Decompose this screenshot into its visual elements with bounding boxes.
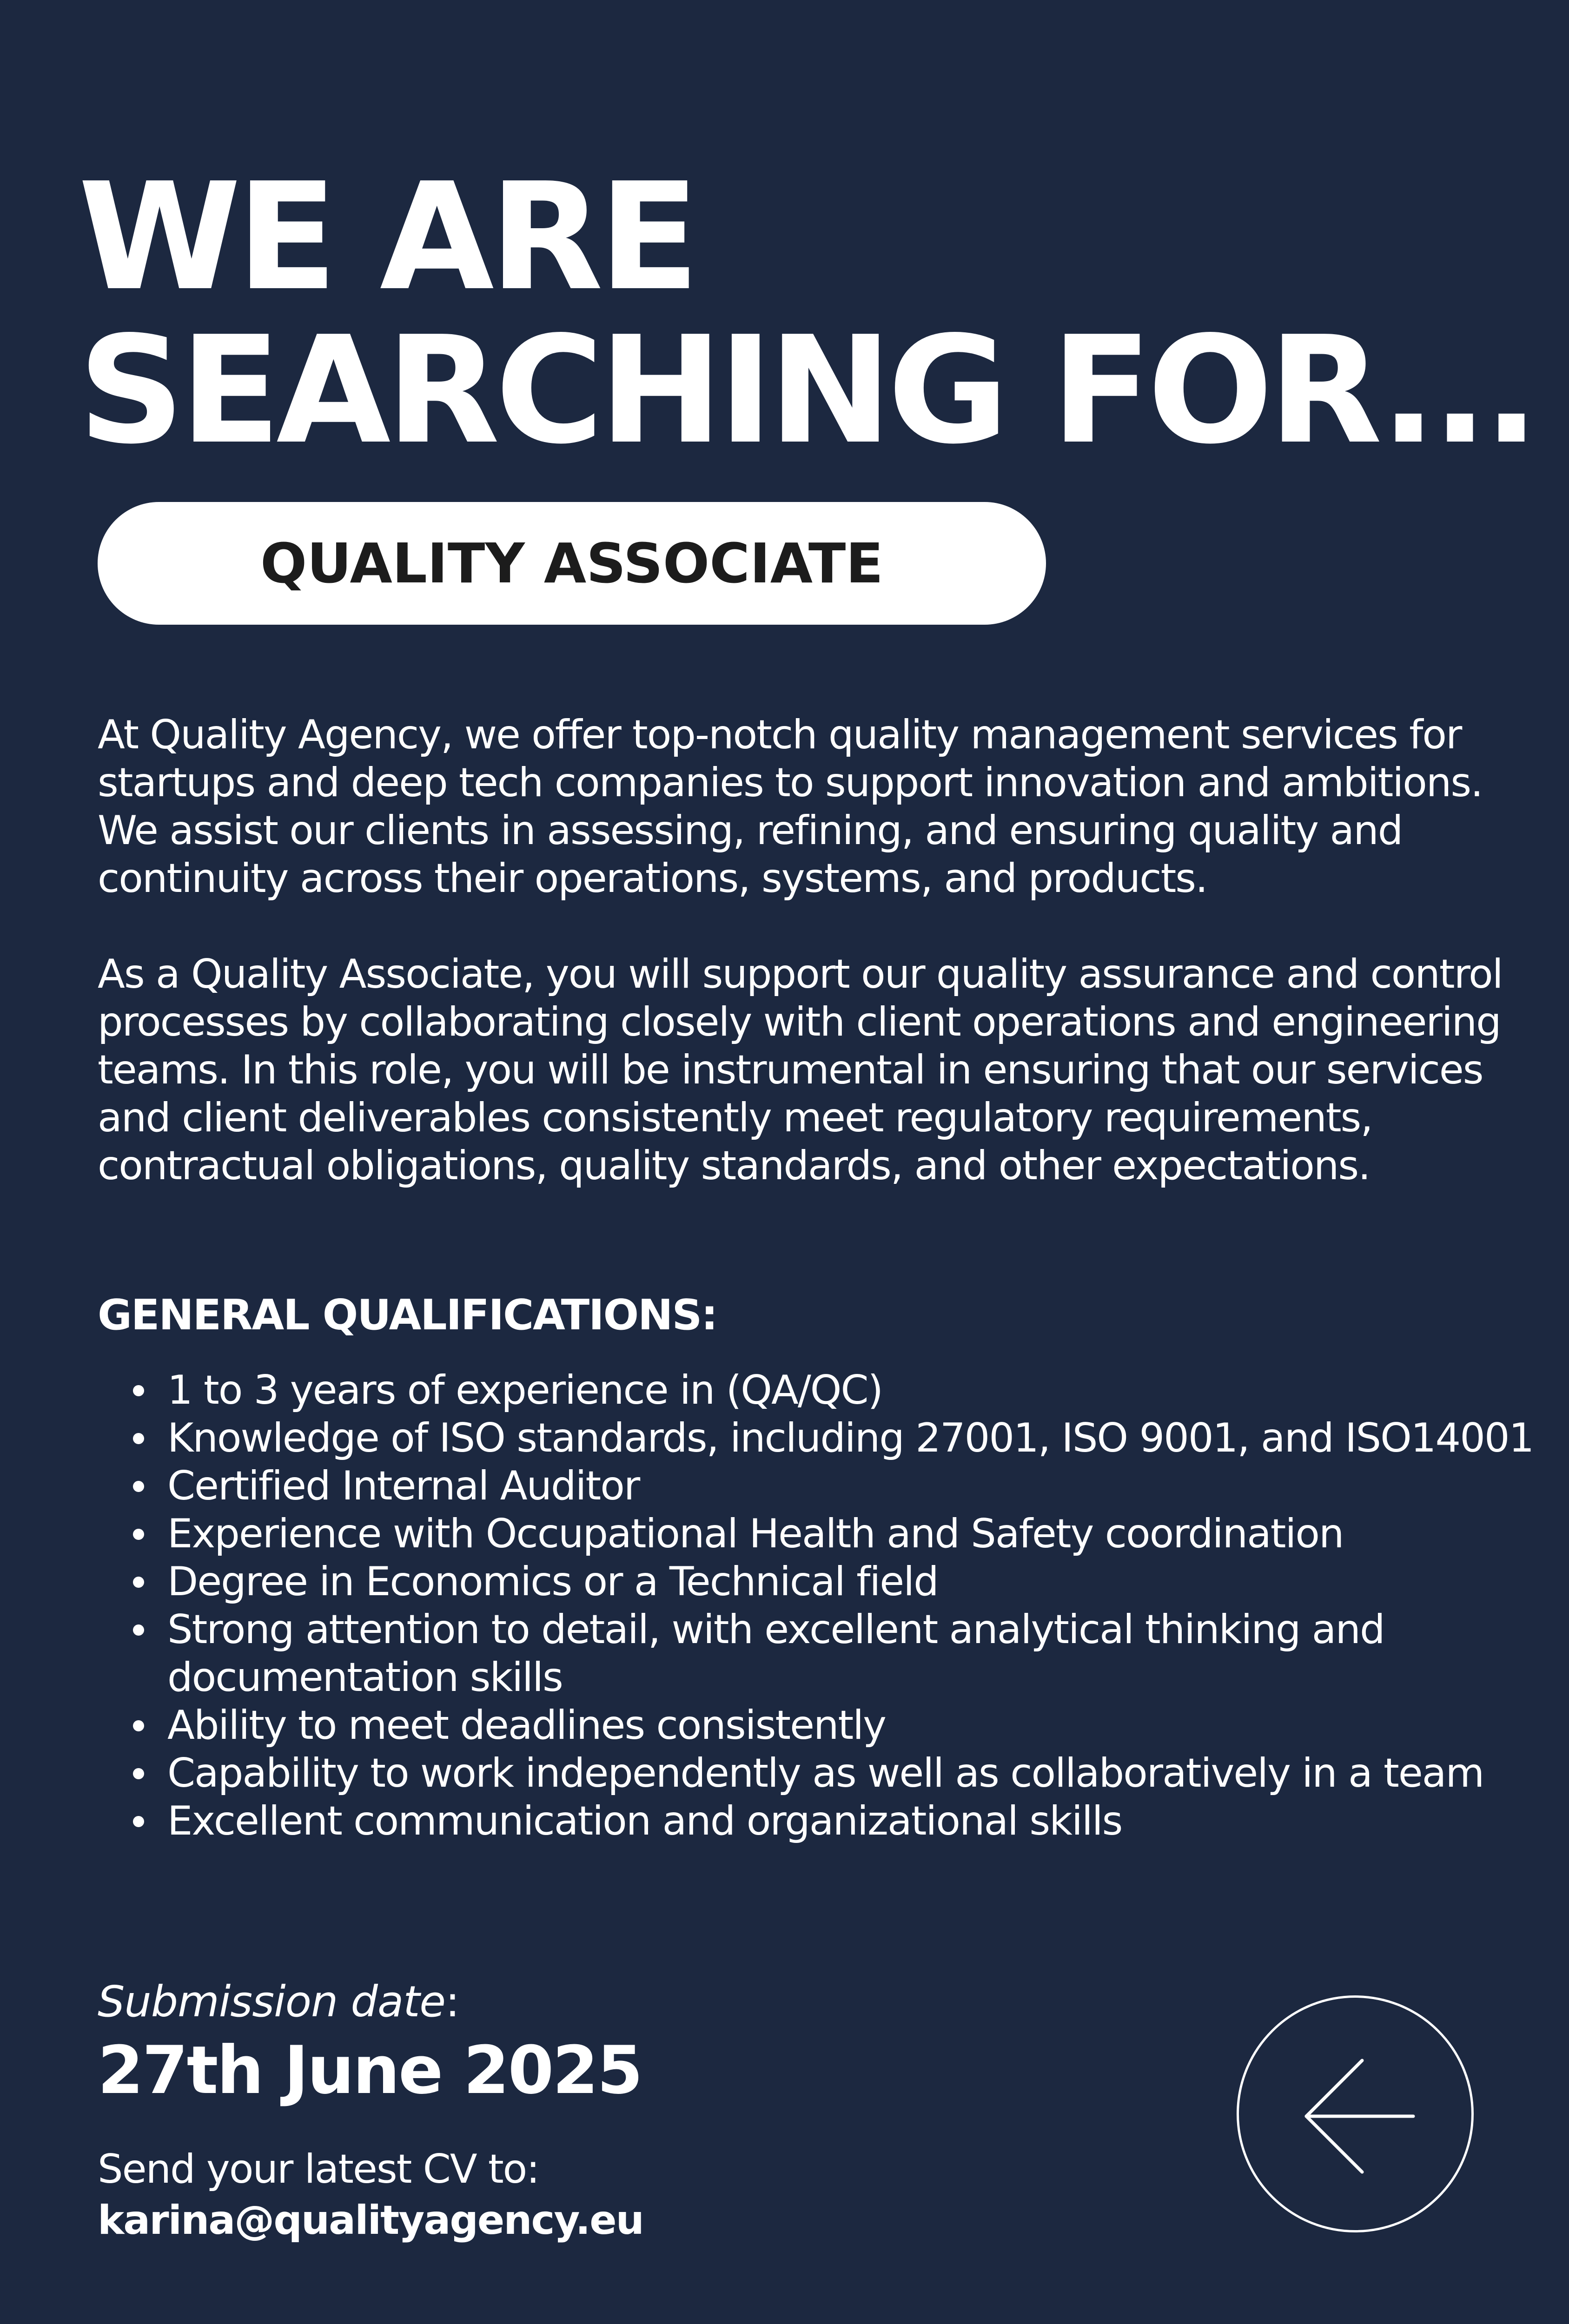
- submission-date: 27th June 2025: [98, 2032, 642, 2109]
- intro-paragraph-2: As a Quality Associate, you will support our quality assurance and control processes by collaborating closely with client operations and engineering teams. In this role, you will be instrumental in ensuring that our services and client deliverables consistently meet regulatory requirements, contractual obligations, quality standards, and other expectations.: [98, 951, 1503, 1189]
- qa-logo-graphic: [74, 2319, 800, 2324]
- headline-line-2: SEARCHING FOR...: [78, 304, 1535, 476]
- qa-logo: [74, 2319, 800, 2324]
- list-item: 1 to 3 years of experience in (QA/QC): [98, 1367, 1553, 1414]
- contact-email-link[interactable]: karina@qualityagency.eu: [98, 2197, 643, 2244]
- list-item: Strong attention to detail, with excellent analytical thinking and documentation skills: [98, 1606, 1553, 1702]
- qualifications-list: [98, 1367, 1553, 1845]
- arrow-button[interactable]: [1237, 1995, 1474, 2232]
- submission-label-text: Submission date: [98, 1977, 445, 2027]
- list-item: Capability to work independently as well as collaboratively in a team: [98, 1750, 1553, 1797]
- intro-text: [98, 711, 1548, 1238]
- list-item: Ability to meet deadlines consistently: [98, 1702, 1553, 1750]
- arrow-left-icon: [1239, 1998, 1471, 2230]
- submission-label-colon: :: [445, 1977, 459, 2027]
- headline: [78, 151, 1535, 476]
- role-title: QUALITY ASSOCIATE: [260, 531, 883, 595]
- qualifications-heading: GENERAL QUALIFICATIONS:: [98, 1291, 717, 1340]
- list-item: Degree in Economics or a Technical field: [98, 1558, 1553, 1606]
- intro-paragraph-1: At Quality Agency, we offer top-notch quality management services for startups and deep tech companies to support innovation and ambitions. We assist our clients in assessing, refining, and ensuring quality and continuity across their operations, systems, and products.: [98, 712, 1483, 902]
- role-pill: [98, 502, 1046, 625]
- list-item: Excellent communication and organizational skills: [98, 1797, 1553, 1845]
- list-item: Knowledge of ISO standards, including 27001, ISO 9001, and ISO14001: [98, 1414, 1553, 1462]
- cv-instruction: Send your latest CV to:: [98, 2146, 539, 2192]
- submission-date-label: [98, 1976, 459, 2027]
- list-item: Certified Internal Auditor: [98, 1462, 1553, 1510]
- headline-line-1: WE ARE: [78, 151, 695, 323]
- list-item: Experience with Occupational Health and Safety coordination: [98, 1510, 1553, 1558]
